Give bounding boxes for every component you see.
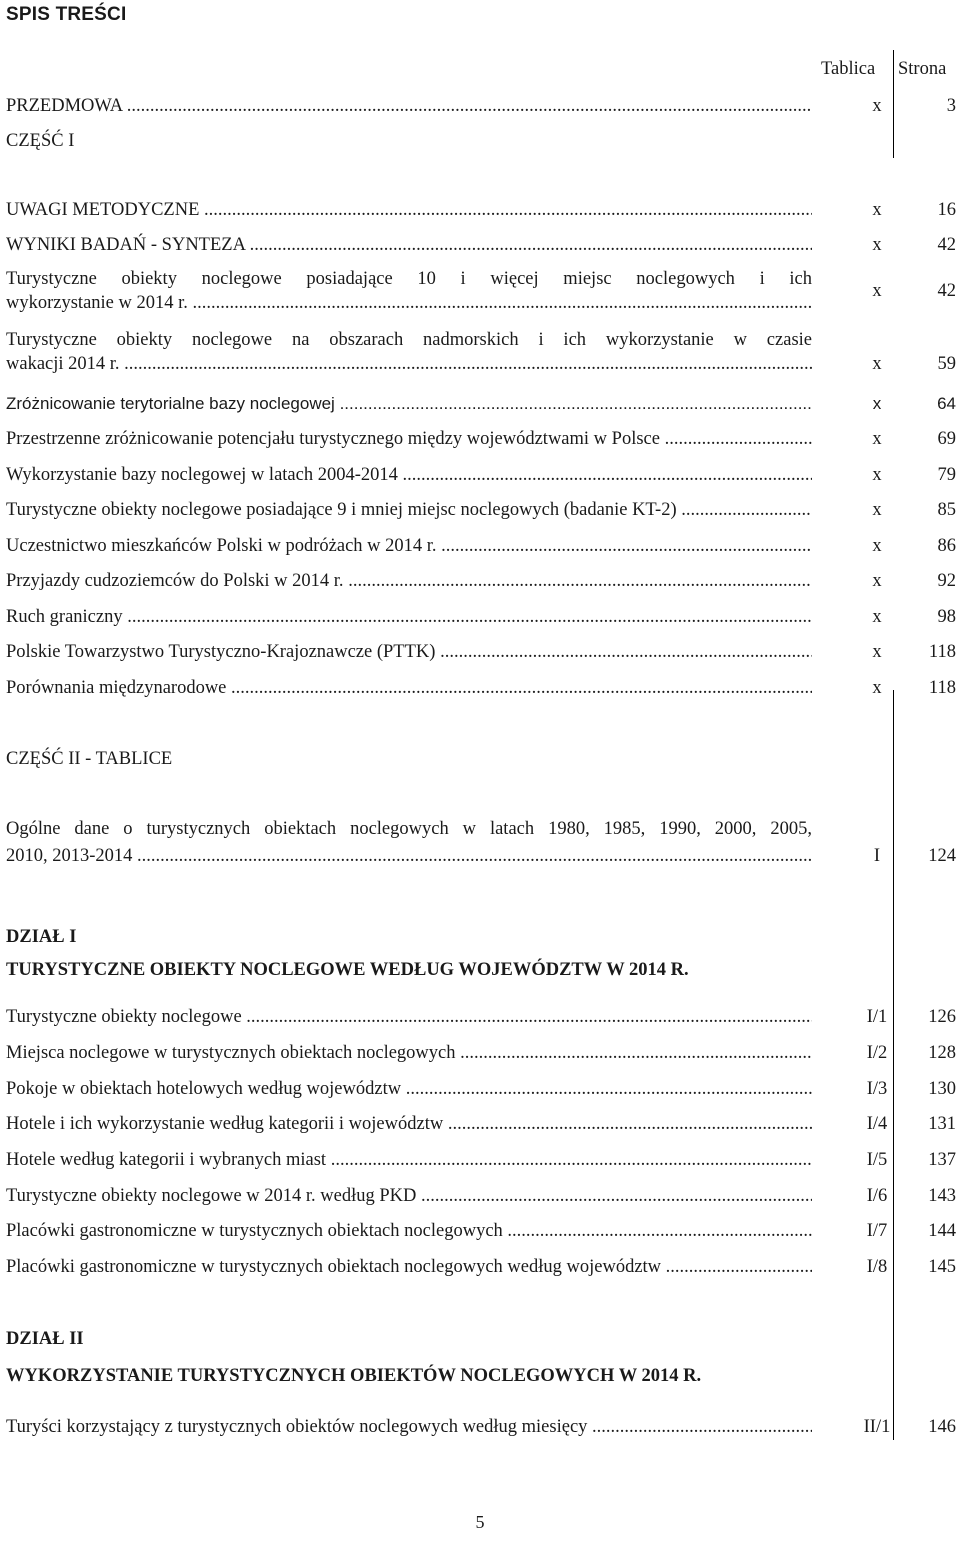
entry-text: Przestrzenne zróżnicowanie potencjału turystycznego między województwami w Polsce	[6, 429, 665, 449]
entry-tablica: I/7	[866, 1221, 888, 1241]
page-title: SPIS TREŚCI	[6, 4, 127, 25]
dot-leader	[401, 1079, 812, 1099]
dot-leader	[245, 235, 812, 255]
entry-tablica: I/6	[866, 1186, 888, 1206]
dot-leader	[199, 200, 812, 220]
entry-tablica: I/5	[866, 1150, 888, 1170]
dot-leader	[435, 642, 812, 662]
dot-leader	[587, 1417, 812, 1437]
dot-leader	[507, 1221, 812, 1241]
entry-text: Hotele i ich wykorzystanie według kategorii i województw	[6, 1114, 444, 1134]
entry-tablica: I/4	[866, 1114, 888, 1134]
entry-text: PRZEDMOWA	[6, 96, 123, 116]
entry-strona: 42	[937, 281, 956, 301]
dot-leader	[665, 429, 812, 449]
entry-text: Porównania międzynarodowe	[6, 678, 232, 698]
entry-strona: 118	[928, 642, 956, 662]
entry-strona: 64	[937, 394, 956, 413]
dot-leader	[242, 1007, 812, 1027]
dot-leader	[677, 500, 812, 520]
entry-strona: 124	[928, 846, 956, 866]
entry-text: Turystyczne obiekty noclegowe posiadające 9 i mniej miejsc noclegowych (badanie KT-2)	[6, 500, 677, 520]
entry-strona: 143	[928, 1186, 956, 1206]
dot-leader	[443, 1114, 812, 1134]
section-czesc-1: CZĘŚĆ I	[6, 131, 75, 151]
dot-leader	[460, 1043, 812, 1063]
entry-tablica: x	[872, 678, 882, 698]
entry-text: Turyści korzystający z turystycznych obiektów noclegowych według miesięcy	[6, 1417, 588, 1437]
dot-leader	[231, 678, 812, 698]
entry-text: Placówki gastronomiczne w turystycznych obiektach noclegowych	[6, 1221, 508, 1241]
entry-text: Ruch graniczny	[6, 607, 128, 627]
entry-tablica: x	[872, 465, 882, 485]
entry-text: Turystyczne obiekty noclegowe posiadające 10 i więcej miejsc noclegowych i ich	[6, 269, 812, 289]
dot-leader	[348, 571, 812, 591]
entry-text: Pokoje w obiektach hotelowych według województw	[6, 1079, 402, 1099]
entry-strona: 144	[928, 1221, 956, 1241]
entry-text-line-2: 2010, 2013-2014	[6, 846, 138, 866]
dzial-1-heading: TURYSTYCZNE OBIEKTY NOCLEGOWE WEDŁUG WOJEWÓDZTW W 2014 R.	[6, 960, 689, 980]
entry-tablica: x	[872, 96, 882, 116]
entry-strona: 42	[937, 235, 956, 255]
dot-leader	[421, 1186, 812, 1206]
entry-strona: 145	[928, 1257, 956, 1277]
entry-strona: 128	[928, 1043, 956, 1063]
entry-strona: 137	[928, 1150, 956, 1170]
entry-strona: 79	[937, 465, 956, 485]
column-header-tablica: Tablica	[821, 59, 876, 79]
entry-text: Turystyczne obiekty noclegowe	[6, 1007, 242, 1027]
entry-tablica: x	[872, 235, 882, 255]
entry-text: Turystyczne obiekty noclegowe w 2014 r. według PKD	[6, 1186, 422, 1206]
entry-strona: 59	[937, 354, 956, 374]
entry-tablica: II/1	[863, 1417, 891, 1437]
entry-strona: 130	[928, 1079, 956, 1099]
section-czesc-2: CZĘŚĆ II - TABLICE	[6, 749, 173, 769]
entry-text: Placówki gastronomiczne w turystycznych obiektach noclegowych według województw	[6, 1257, 666, 1277]
entry-strona: 85	[937, 500, 956, 520]
dot-leader	[331, 1150, 812, 1170]
column-header-strona: Strona	[898, 59, 947, 79]
entry-text: Wykorzystanie bazy noclegowej w latach 2004-2014	[6, 465, 398, 485]
entry-text: Uczestnictwo mieszkańców Polski w podróżach w 2014 r.	[6, 536, 442, 556]
entry-tablica: x	[872, 536, 882, 556]
page-number: 5	[475, 1512, 485, 1532]
entry-strona: 3	[946, 96, 956, 116]
entry-tablica: x	[872, 200, 882, 220]
entry-strona: 126	[928, 1007, 956, 1027]
entry-text: wakacji 2014 r.	[6, 354, 125, 374]
entry-text: wykorzystanie w 2014 r.	[6, 293, 193, 313]
entry-strona: 146	[928, 1417, 956, 1437]
dzial-1-label: DZIAŁ I	[6, 927, 77, 947]
entry-tablica: I/2	[866, 1043, 888, 1063]
entry-tablica: I/1	[866, 1007, 888, 1027]
entry-text: Przyjazdy cudzoziemców do Polski w 2014 r.	[6, 571, 349, 591]
entry-tablica: I	[873, 846, 881, 866]
entry-tablica: x	[872, 500, 882, 520]
entry-tablica: x	[872, 354, 882, 374]
entry-text: Hotele według kategorii i wybranych miast	[6, 1150, 331, 1170]
dot-leader	[441, 536, 812, 556]
entry-tablica: x	[872, 281, 882, 301]
entry-tablica: x	[872, 394, 882, 413]
entry-strona: 118	[928, 678, 956, 698]
entry-strona: 69	[937, 429, 956, 449]
entry-tablica: I/3	[866, 1079, 888, 1099]
entry-tablica: x	[872, 607, 882, 627]
entry-strona: 16	[937, 200, 956, 220]
entry-strona: 98	[937, 607, 956, 627]
entry-text-line-1: Ogólne dane o turystycznych obiektach noclegowych w latach 1980, 1985, 1990, 2000, 2005,	[6, 819, 812, 839]
entry-strona: 92	[937, 571, 956, 591]
entry-text: Miejsca noclegowe w turystycznych obiektach noclegowych	[6, 1043, 461, 1063]
entry-text: Polskie Towarzystwo Turystyczno-Krajoznawcze (PTTK)	[6, 642, 436, 662]
entry-tablica: I/8	[866, 1257, 888, 1277]
entry-tablica: x	[872, 429, 882, 449]
dot-leader	[193, 293, 812, 313]
entry-text: UWAGI METODYCZNE	[6, 200, 200, 220]
dot-leader	[124, 354, 812, 374]
entry-strona: 86	[937, 536, 956, 556]
dzial-2-heading: WYKORZYSTANIE TURYSTYCZNYCH OBIEKTÓW NOCLEGOWYCH W 2014 R.	[6, 1366, 702, 1386]
entry-text: Zróżnicowanie terytorialne bazy noclegowej	[6, 394, 335, 413]
entry-tablica: x	[872, 642, 882, 662]
entry-text: WYNIKI BADAŃ - SYNTEZA	[6, 235, 245, 255]
dot-leader	[127, 607, 812, 627]
dot-leader	[666, 1257, 812, 1277]
dzial-2-label: DZIAŁ II	[6, 1329, 84, 1349]
entry-strona: 131	[928, 1114, 956, 1134]
dot-leader	[335, 394, 812, 413]
entry-text: Turystyczne obiekty noclegowe na obszarach nadmorskich i ich wykorzystanie w czasie	[6, 330, 812, 350]
dot-leader	[398, 465, 812, 485]
entry-tablica: x	[872, 571, 882, 591]
